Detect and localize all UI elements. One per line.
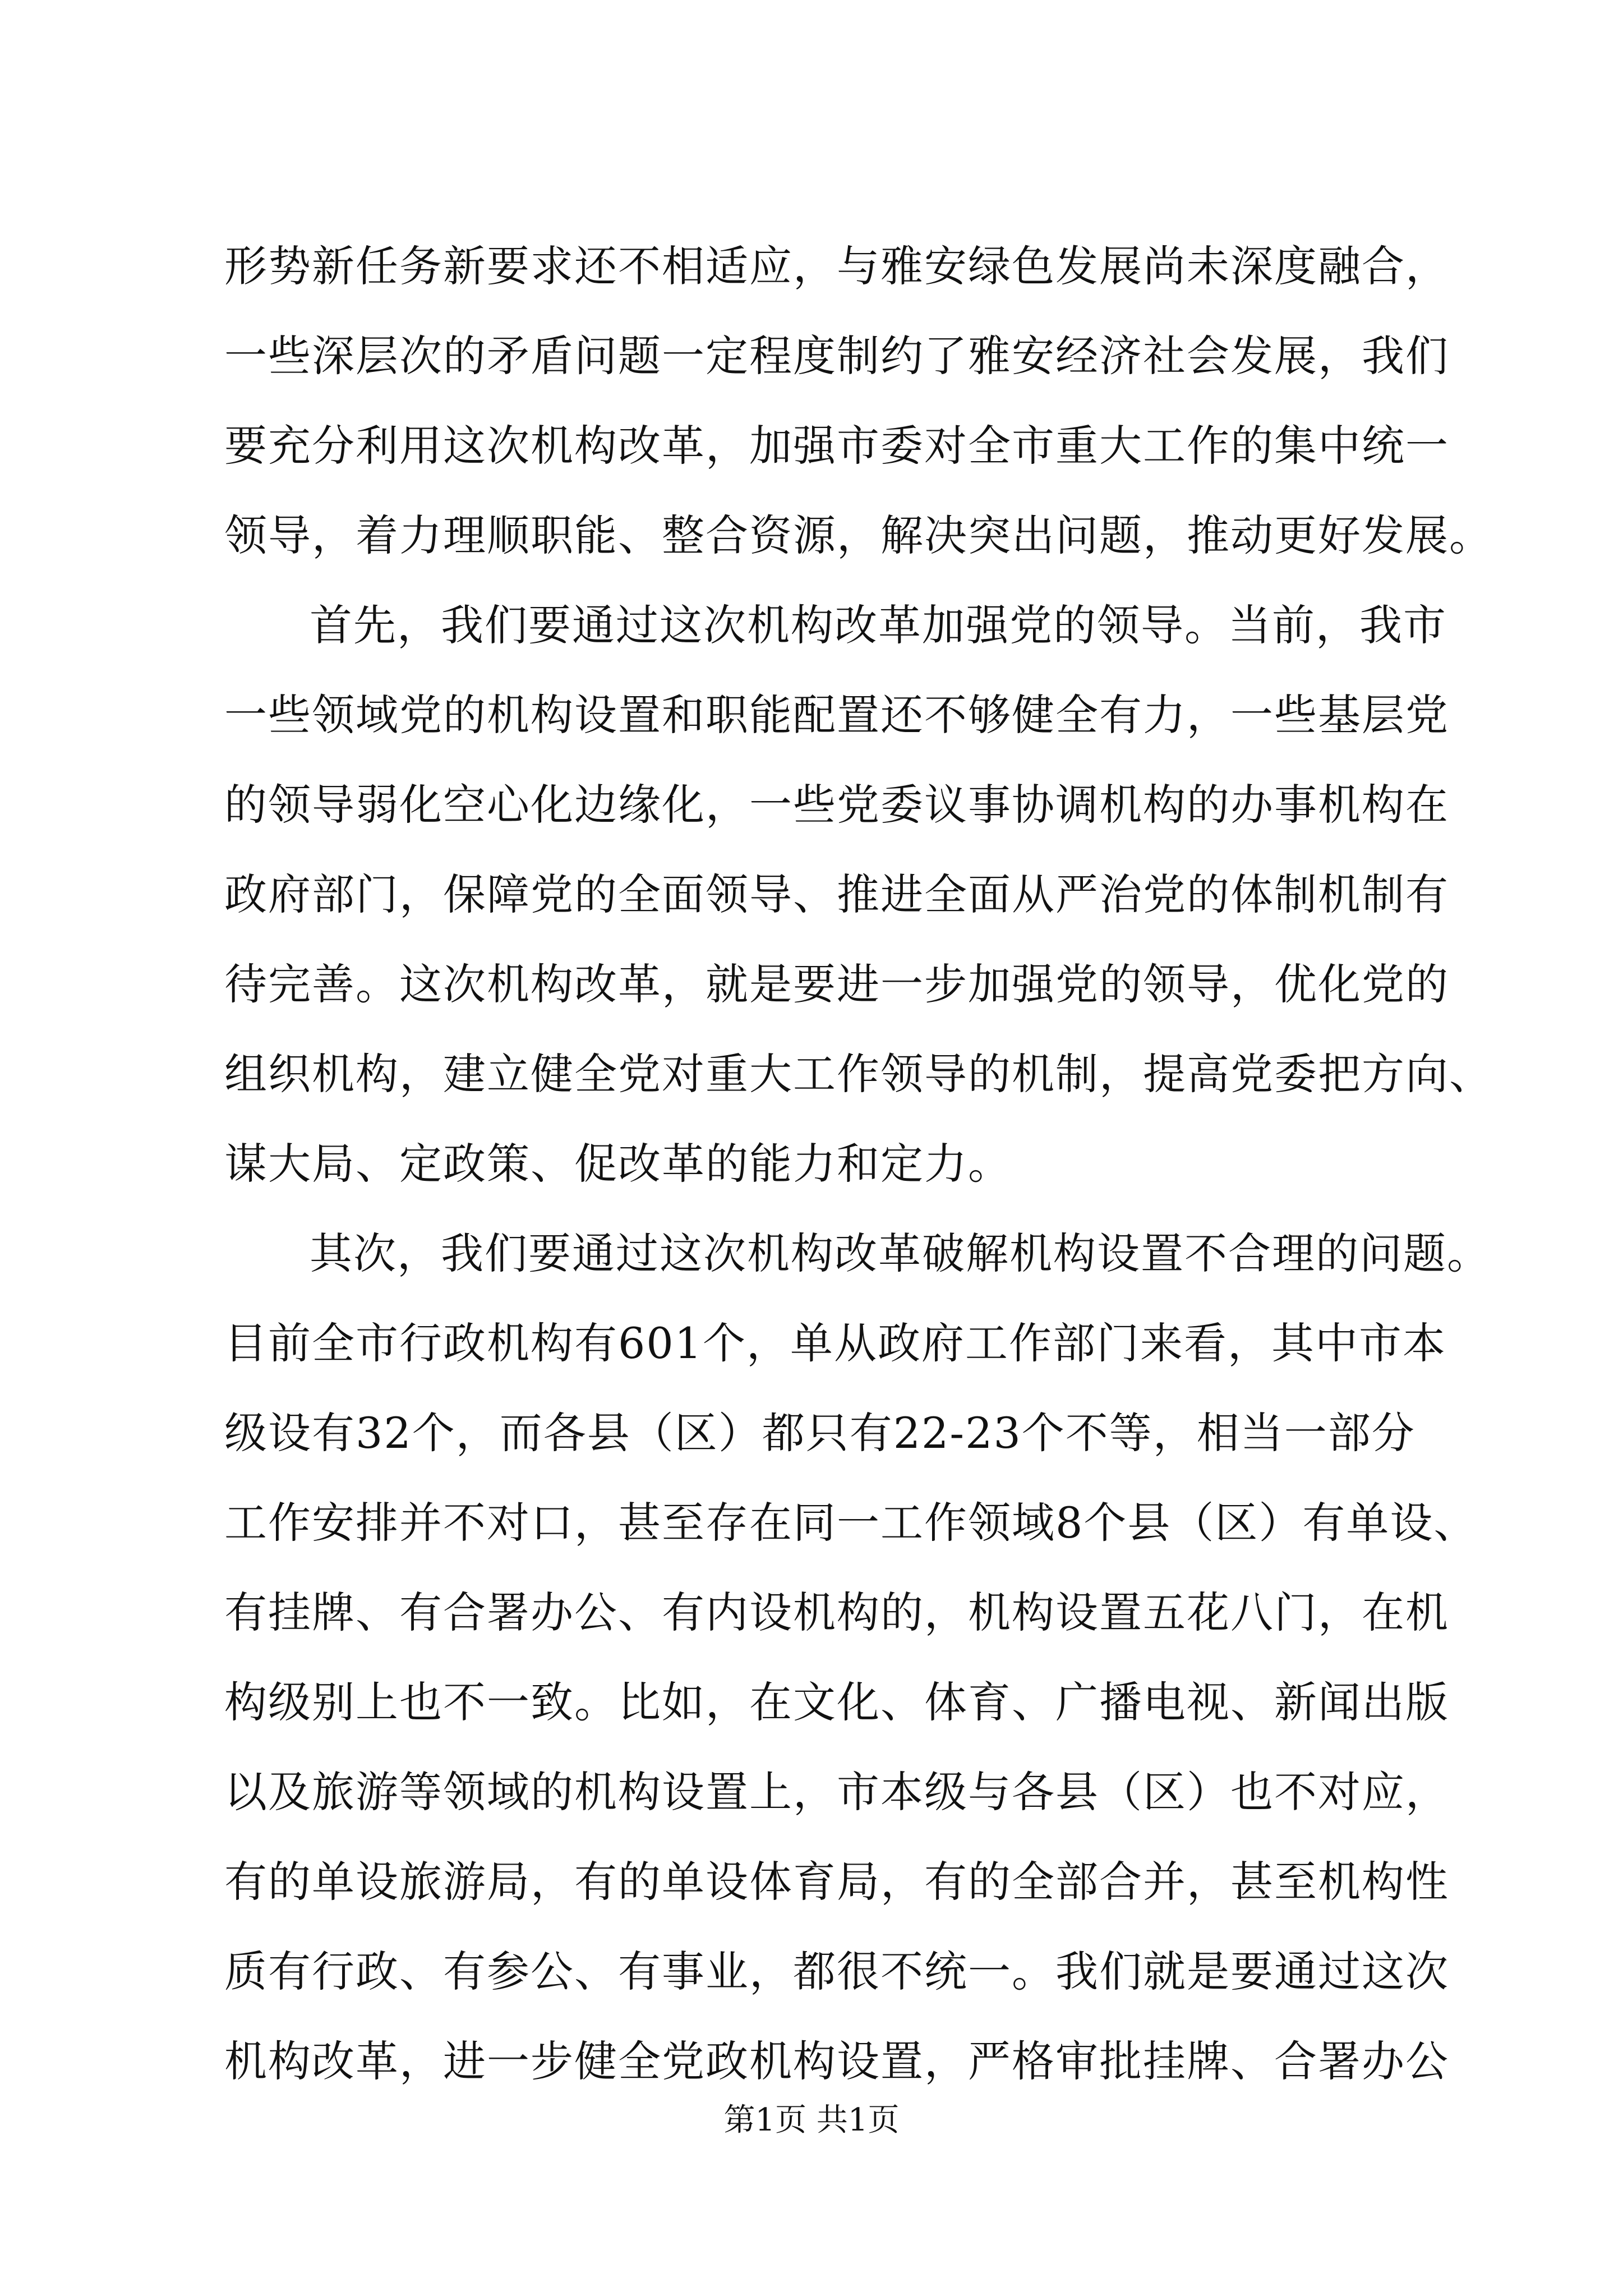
text-line: 构级别上也不一致。比如，在文化、体育、广播电视、新闻出版 (224, 1677, 1449, 1727)
text-line: 以及旅游等领域的机构设置上，市本级与各县（区）也不对应， (224, 1767, 1449, 1817)
text-line: 谋大局、定政策、促改革的能力和定力。 (224, 1139, 1012, 1189)
text-line: 要充分利用这次机构改革，加强市委对全市重大工作的集中统一 (224, 421, 1449, 471)
text-line: 机构改革，进一步健全党政机构设置，严格审批挂牌、合署办公 (224, 2036, 1449, 2086)
text-line: 政府部门，保障党的全面领导、推进全面从严治党的体制机制有 (224, 869, 1449, 919)
text-line: 形势新任务新要求还不相适应，与雅安绿色发展尚未深度融合， (224, 241, 1449, 291)
text-line: 其次，我们要通过这次机构改革破解机构设置不合理的问题。 (310, 1228, 1491, 1278)
text-line: 首先，我们要通过这次机构改革加强党的领导。当前，我市 (310, 600, 1447, 650)
text-line: 工作安排并不对口，甚至存在同一工作领域8个县（区）有单设、 (224, 1498, 1478, 1548)
text-line: 有的单设旅游局，有的单设体育局，有的全部合并，甚至机构性 (224, 1857, 1449, 1907)
text-line: 级设有32个，而各县（区）都只有22-23个不等，相当一部分 (224, 1408, 1415, 1458)
text-line: 一些领域党的机构设置和职能配置还不够健全有力，一些基层党 (224, 690, 1449, 740)
text-line: 的领导弱化空心化边缘化，一些党委议事协调机构的办事机构在 (224, 780, 1449, 830)
text-line: 质有行政、有参公、有事业，都很不统一。我们就是要通过这次 (224, 1947, 1449, 1996)
text-line: 有挂牌、有合署办公、有内设机构的，机构设置五花八门，在机 (224, 1588, 1449, 1637)
text-line: 目前全市行政机构有601个，单从政府工作部门来看，其中市本 (224, 1318, 1447, 1368)
text-line: 领导，着力理顺职能、整合资源，解决突出问题，推动更好发展。 (224, 510, 1493, 560)
text-line: 一些深层次的矛盾问题一定程度制约了雅安经济社会发展，我们 (224, 331, 1449, 381)
page-number-footer: 第1页 共1页 (723, 2102, 900, 2138)
text-line: 待完善。这次机构改革，就是要进一步加强党的领导，优化党的 (224, 959, 1449, 1009)
text-line: 组织机构，建立健全党对重大工作领导的机制，提高党委把方向、 (224, 1049, 1493, 1099)
